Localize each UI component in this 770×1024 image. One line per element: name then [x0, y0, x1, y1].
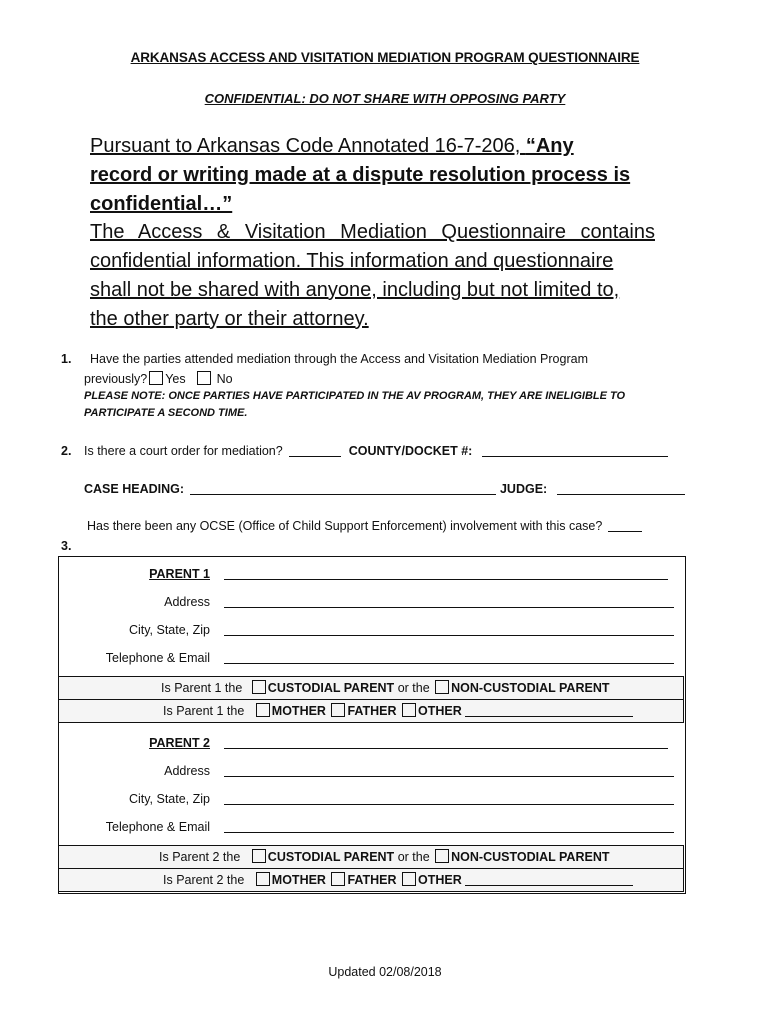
q1-text: Have the parties attended mediation through the Access and Visitation Mediation Program [90, 352, 588, 366]
notice-body-1: The Access & Visitation Mediation Questionnaire contains [90, 221, 655, 244]
q2-number: 2. [61, 444, 72, 458]
parent1-noncustodial-label: NON-CUSTODIAL PARENT [451, 681, 610, 695]
parent2-mother-checkbox[interactable] [256, 872, 270, 886]
q1-number: 1. [61, 352, 72, 366]
parent1-city-field[interactable] [224, 635, 674, 636]
county-docket-field[interactable] [482, 456, 668, 457]
parent1-city-label: City, State, Zip [128, 623, 210, 637]
parent1-or-the: or the [397, 681, 430, 695]
parent2-father-checkbox[interactable] [331, 872, 345, 886]
parent2-noncustodial-label: NON-CUSTODIAL PARENT [451, 850, 610, 864]
court-order-field[interactable] [289, 456, 341, 457]
parent2-custody-prefix: Is Parent 2 the [159, 850, 241, 864]
notice-quote-1: “Any [525, 135, 574, 157]
q1-no-checkbox[interactable] [197, 371, 211, 385]
parent2-custody-row [58, 845, 684, 869]
judge-field[interactable] [557, 494, 685, 495]
parent2-or-the: or the [397, 850, 430, 864]
parent1-custodial-checkbox[interactable] [252, 680, 266, 694]
parent2-custodial-label: CUSTODIAL PARENT [267, 850, 395, 864]
parent2-other-field[interactable] [465, 885, 633, 886]
county-docket-label: COUNTY/DOCKET #: [348, 444, 473, 458]
parent2-address-field[interactable] [224, 776, 674, 777]
notice-body-2: confidential information. This information and questionnaire [90, 250, 614, 273]
parent2-heading: PARENT 2 [149, 736, 210, 750]
parent1-father-checkbox[interactable] [331, 703, 345, 717]
parent1-other-field[interactable] [465, 716, 633, 717]
parent2-role-prefix: Is Parent 2 the [163, 873, 245, 887]
case-heading-label: CASE HEADING: [84, 482, 185, 496]
q1-yes-checkbox[interactable] [149, 371, 163, 385]
parent1-role-row [58, 699, 684, 723]
q1-text-2: previously? [84, 372, 148, 386]
parent1-father-label: FATHER [347, 704, 397, 718]
parent1-phone-field[interactable] [224, 663, 674, 664]
q2-text: Is there a court order for mediation? [84, 444, 283, 458]
parent2-address-label: Address [164, 764, 210, 778]
q1-no-label: No [216, 372, 233, 386]
q1-answer-row [84, 371, 233, 386]
judge-label: JUDGE: [499, 482, 548, 496]
parent2-phone-label: Telephone & Email [105, 820, 210, 834]
parent2-mother-label: MOTHER [271, 873, 326, 887]
parent1-address-label: Address [164, 595, 210, 609]
q1-note-2: PARTICIPATE A SECOND TIME. [84, 407, 248, 419]
parent2-other-checkbox[interactable] [402, 872, 416, 886]
ocse-field[interactable] [608, 531, 642, 532]
q2-row [84, 444, 668, 458]
parent1-noncustodial-checkbox[interactable] [435, 680, 449, 694]
document-title: ARKANSAS ACCESS AND VISITATION MEDIATION PROGRAM QUESTIONNAIRE [130, 50, 640, 65]
notice-body-4: the other party or their attorney. [90, 307, 369, 330]
q3-number: 3. [61, 539, 72, 553]
updated-date: Updated 02/08/2018 [328, 965, 442, 979]
parent2-other-label: OTHER [418, 873, 462, 887]
notice-quote-3: confidential…” [90, 192, 233, 215]
notice-intro: Pursuant to Arkansas Code Annotated 16-7-206, [90, 135, 526, 157]
parent1-role-prefix: Is Parent 1 the [163, 704, 245, 718]
parent1-mother-label: MOTHER [271, 704, 326, 718]
confidentiality-notice [90, 132, 655, 334]
q1-yes-label: Yes [165, 372, 186, 386]
parent2-name-field[interactable] [224, 748, 668, 749]
parent2-role-row [58, 868, 684, 892]
parent2-father-label: FATHER [347, 873, 397, 887]
parent2-noncustodial-checkbox[interactable] [435, 849, 449, 863]
parent1-other-checkbox[interactable] [402, 703, 416, 717]
case-heading-row [84, 482, 685, 496]
parent1-other-label: OTHER [418, 704, 462, 718]
parent1-custodial-label: CUSTODIAL PARENT [267, 681, 395, 695]
parent2-city-field[interactable] [224, 804, 674, 805]
parent1-name-field[interactable] [224, 579, 668, 580]
q3-text: Has there been any OCSE (Office of Child Support Enforcement) involvement with this case? [87, 519, 603, 533]
parent2-city-label: City, State, Zip [128, 792, 210, 806]
parent1-custody-row [58, 676, 684, 700]
parent2-phone-field[interactable] [224, 832, 674, 833]
parent1-phone-label: Telephone & Email [105, 651, 210, 665]
q1-note-1: PLEASE NOTE: ONCE PARTIES HAVE PARTICIPATED IN THE AV PROGRAM, THEY ARE INELIGIBLE TO [84, 390, 626, 402]
confidential-subtitle: CONFIDENTIAL: DO NOT SHARE WITH OPPOSING PARTY [204, 91, 566, 106]
q3-row [87, 519, 642, 533]
parent1-heading: PARENT 1 [149, 567, 210, 581]
case-heading-field[interactable] [190, 494, 496, 495]
parent1-mother-checkbox[interactable] [256, 703, 270, 717]
parent1-address-field[interactable] [224, 607, 674, 608]
notice-body-3: shall not be shared with anyone, including but not limited to, [90, 278, 620, 301]
notice-quote-2: record or writing made at a dispute resolution process is [90, 163, 631, 186]
parent1-custody-prefix: Is Parent 1 the [161, 681, 243, 695]
parent2-custodial-checkbox[interactable] [252, 849, 266, 863]
